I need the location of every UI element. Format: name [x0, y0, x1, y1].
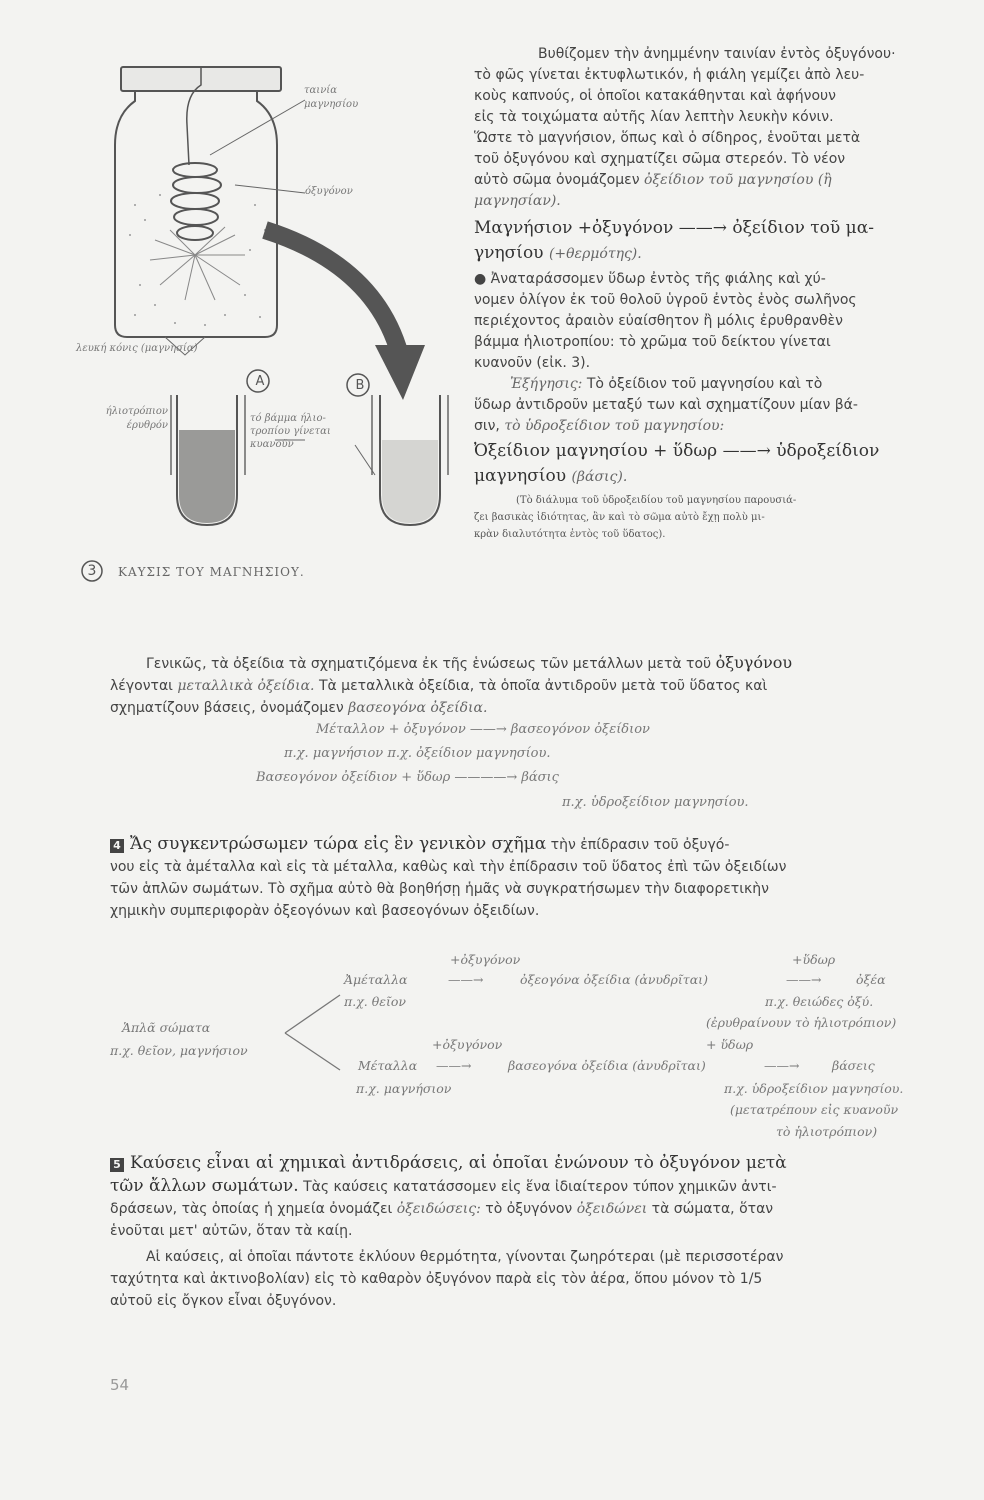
section-5-p2-line: αὐτοῦ εἰς ὄγκον εἶναι ὀξυγόνον.	[110, 1293, 337, 1309]
eq1-line2: γνησίου	[474, 243, 544, 263]
note-line: (Τὸ διάλυμα τοῦ ὑδροξειδίου τοῦ μαγνησίου παρουσιά-	[516, 495, 797, 506]
section-5-heading-2: τῶν ἄλλων σωμάτων.	[110, 1176, 299, 1196]
label-oxygen: όξυγόνον	[305, 186, 353, 197]
label-dye-line2: τροπίου γίνεται	[250, 426, 331, 437]
equation-2	[474, 439, 962, 490]
figure-caption-number: 3	[87, 563, 97, 579]
scheme-acid-oxides: ὀξεογόνα ὀξείδια (ἀνυδρῖται)	[520, 972, 708, 987]
scheme-metal-oxygen: Μέταλλον + ὀξυγόνον ——→ βασεογόνον ὀξείδιον	[316, 722, 650, 737]
figure-illustration	[75, 55, 475, 585]
scheme-oxide-example: π.χ. ὑδροξείδιον μαγνησίου.	[562, 795, 749, 810]
explanation-line: Τὸ ὀξείδιον τοῦ μαγνησίου καὶ τὸ	[586, 376, 823, 392]
scheme-acids: ὀξέα	[856, 972, 886, 987]
scheme-oxygen-bottom: +ὀξυγόνον	[432, 1037, 503, 1052]
scheme-acid-effect: (ἐρυθραίνουν τὸ ἡλιοτρόπιον)	[706, 1015, 897, 1030]
general-line2-italic: μεταλλικὰ ὀξείδια.	[177, 678, 315, 694]
scheme-sulfur-example: π.χ. θεῖον	[344, 994, 406, 1009]
scheme-base-oxides: βασεογόνα ὀξείδια (ἀνυδρῖται)	[508, 1058, 706, 1073]
section-5-line3a: δράσεων, τὰς ὁποίας ἡ χημεία ὀνομάζει	[110, 1201, 393, 1217]
p1-italic: ὀξείδιον τοῦ μαγνησίου (ἢ	[643, 172, 832, 188]
scheme-water-top: +ὕδωρ	[792, 952, 836, 967]
equation-1	[474, 216, 962, 267]
note	[474, 492, 962, 543]
test-tube-a	[177, 395, 237, 525]
label-a: A	[255, 374, 265, 389]
note-line: κρὰν διαλυτότητα ἐντὸς τοῦ ὕδατος).	[474, 529, 666, 540]
p2-line: ● Ἀναταράσσομεν ὕδωρ ἐντὸς τῆς φιάλης καὶ χύ-	[474, 271, 826, 287]
explanation-last: σιν,	[474, 418, 500, 434]
explanation-italic: τὸ ὑδροξείδιον τοῦ μαγνησίου:	[504, 418, 725, 434]
section-5-line4: ἑνοῦται μετ' αὐτῶν, ὅταν τὰ καίῃ.	[110, 1223, 353, 1239]
scheme-base-effect-1: (μετατρέπουν εἰς κυανοῦν	[730, 1102, 899, 1117]
section-5-number: 5	[110, 1158, 124, 1172]
section-5-oxidations: ὀξειδώσεις:	[396, 1201, 481, 1217]
scheme-arrow-1: ——→	[448, 972, 484, 987]
scheme-arrow-4: ——→	[764, 1058, 800, 1073]
p1-italic-2: μαγνησίαν).	[474, 193, 561, 209]
section-4-line: τῶν ἁπλῶν σωμάτων. Τὸ σχῆμα αὐτὸ θὰ βοηθήσῃ ἡμᾶς νὰ συγκρατήσωμεν τὴν διαφορετικὴν	[110, 881, 769, 897]
figure-caption: ΚΑΥΣΙΣ ΤΟΥ ΜΑΓΝΗΣΙΟΥ.	[118, 565, 305, 579]
general-line1: Γενικῶς, τὰ ὀξείδια τὰ σχηματιζόμενα ἐκ τῆς ἑνώσεως τῶν μετάλλων μετὰ τοῦ	[146, 656, 712, 672]
general-line3a: σχηματίζουν βάσεις, ὀνομάζομεν	[110, 700, 344, 716]
section-5-line3c: τὰ σώματα, ὅταν	[651, 1201, 774, 1217]
section-5-line3b: τὸ ὀξυγόνον	[485, 1201, 573, 1217]
scheme-water-bottom: + ὕδωρ	[706, 1037, 754, 1052]
scheme-oxygen-top: +ὀξυγόνον	[450, 952, 521, 967]
label-litmus-line2: έρυθρόν	[126, 420, 168, 431]
sparks	[150, 227, 245, 300]
p2-line: κυανοῦν (εἰκ. 3).	[474, 355, 591, 371]
p2-line: βάμμα ἡλιοτροπίου: τὸ χρῶμα τοῦ δείκτου γίνεται	[474, 334, 831, 350]
section-4-heading: Ἄς συγκεντρώσωμεν τώρα εἰς ἓν γενικὸν σχῆμα	[130, 834, 547, 854]
scheme-base-effect-2: τὸ ἡλιοτρόπιον)	[776, 1124, 878, 1139]
p1-line: Βυθίζομεν τὴν ἀνημμένην ταινίαν ἐντὸς ὀξυγόνου·	[538, 46, 896, 62]
eq2-line1: Ὀξείδιον μαγνησίου + ὕδωρ ——→ ὑδροξείδιον	[474, 441, 880, 461]
scheme-metal-example: π.χ. μαγνήσιον π.χ. ὀξείδιον μαγνησίου.	[284, 746, 551, 761]
transfer-arrow	[265, 230, 400, 355]
eq2-line2: μαγνησίου	[474, 466, 567, 486]
section-5-heading-1: Καύσεις εἶναι αἱ χημικαὶ ἀντιδράσεις, αἱ ὁποῖαι ἑνώνουν τὸ ὀξυγόνον μετὰ	[130, 1153, 787, 1173]
label-ribbon-line2: μαγνησίου	[304, 99, 359, 110]
general-line2b: Τὰ μεταλλικὰ ὀξείδια, τὰ ὁποῖα ἀντιδροῦν μετὰ τοῦ ὕδατος καὶ	[318, 678, 768, 694]
general-line3-italic: βασεογόνα ὀξείδια.	[348, 700, 488, 716]
section-4-line: νου εἰς τὰ ἀμέταλλα καὶ εἰς τὰ μέταλλα, καθὼς καὶ τὴν ἐπίδρασιν τοῦ ὕδατος ἐπὶ τῶν ὀξειδίων	[110, 859, 787, 875]
scheme-mg-example: π.χ. μαγνήσιον	[356, 1081, 452, 1096]
p1-line: τοῦ ὀξυγόνου καὶ σχηματίζει σῶμα στερεόν. Τὸ νέον	[474, 151, 846, 167]
section-5-line2: Τὰς καύσεις κατατάσσομεν εἰς ἕνα ἰδιαίτερον τύπον χημικῶν ἀντι-	[303, 1179, 777, 1195]
section-5	[110, 1152, 962, 1312]
test-tube-b	[380, 395, 440, 525]
label-ribbon-line1: ταινία	[304, 85, 337, 96]
scheme-oxide-water: Βασεογόνον ὀξείδιον + ὕδωρ ————→ βάσις	[256, 770, 559, 785]
p1-line: Ὥστε τὸ μαγνήσιον, ὅπως καὶ ὁ σίδηρος, ἑνοῦται μετὰ	[474, 130, 861, 146]
section-5-p2-line: Αἱ καύσεις, αἱ ὁποῖαι πάντοτε ἐκλύουν θερμότητα, γίνονται ζωηρότεραι (μὲ περισσοτέραν	[146, 1249, 784, 1265]
label-dye-becomes-blue	[250, 412, 331, 451]
section-4-line1: τὴν ἐπίδρασιν τοῦ ὀξυγό-	[550, 837, 730, 853]
scheme-nonmetals: Ἀμέταλλα	[344, 972, 408, 987]
label-dye-line1: τό βάμμα ήλιο-	[250, 413, 326, 424]
section-4-number: 4	[110, 839, 124, 853]
scheme-simple-bodies: Ἁπλᾶ σώματα	[122, 1020, 211, 1035]
general-line2a: λέγονται	[110, 678, 173, 694]
label-red-litmus	[80, 405, 168, 433]
section-5-p2-line: ταχύτητα καὶ ἀκτινοβολίαν) εἰς τὸ καθαρὸν ὀξυγόνον παρὰ εἰς τὸν ἀέρα, ὅπου μόνον τὸ 1/5	[110, 1271, 763, 1287]
p1-line: κοὺς καπνούς, οἱ ὁποῖοι κατακάθηνται καὶ ἀφήνουν	[474, 88, 836, 104]
note-line: ζει βασικὰς ἰδιότητας, ἂν καὶ τὸ σῶμα αὐτὸ ἔχῃ πολὺ μι-	[474, 512, 765, 523]
right-column	[474, 44, 962, 543]
explanation-label: Ἐξήγησις:	[510, 376, 583, 392]
p1-line: εἰς τὰ τοιχώματα αὐτῆς λίαν λεπτὴν λευκὴν κόνιν.	[474, 109, 834, 125]
general-paragraph	[110, 652, 962, 719]
scheme-arrow-2: ——→	[786, 972, 822, 987]
jar	[115, 67, 281, 337]
scheme-arrow-3: ——→	[436, 1058, 472, 1073]
p1-last: αὐτὸ σῶμα ὀνομάζομεν	[474, 172, 640, 188]
magnesium-ribbon	[171, 163, 221, 240]
eq1-line1: Μαγνήσιον +ὀξυγόνον ——→ ὀξείδιον τοῦ μα-	[474, 218, 874, 238]
p1-line: τὸ φῶς γίνεται ἐκτυφλωτικόν, ἡ φιάλη γεμίζει ἀπὸ λευ-	[474, 67, 865, 83]
scheme-acid-example: π.χ. θειώδες ὀξύ.	[765, 994, 874, 1009]
scheme-branch-lines	[280, 990, 350, 1080]
general-oxygen: ὀξυγόνου	[715, 653, 793, 672]
label-white-dust: λευκή κόνις (μαγνησία)	[76, 343, 198, 354]
explanation-line: ὕδωρ ἀντιδροῦν μεταξύ των καὶ σχηματίζουν μίαν βά-	[474, 397, 858, 413]
label-b: B	[355, 378, 365, 393]
p2-line: περιέχοντος ἀραιὸν εὐαίσθητον ἢ μόλις ἐρυθρανθὲν	[474, 313, 843, 329]
label-ribbon	[304, 84, 358, 112]
scheme-base-example: π.χ. ὑδροξείδιον μαγνησίου.	[724, 1081, 904, 1096]
paragraph-2	[474, 269, 962, 437]
paragraph-1	[474, 44, 962, 212]
label-dye-line3: κυανοῦν	[250, 439, 294, 450]
eq2-base: (βάσις).	[571, 469, 628, 485]
scheme-simple-example: π.χ. θεῖον, μαγνήσιον	[110, 1043, 248, 1058]
section-4	[110, 833, 962, 922]
section-5-oxidizes: ὀξειδώνει	[576, 1201, 648, 1217]
section-4-line: χημικὴν συμπεριφορὰν ὀξεογόνων καὶ βασεογόνων ὀξειδίων.	[110, 903, 540, 919]
label-litmus-line1: ήλιοτρόπιον	[105, 406, 168, 417]
p2-line: νομεν ὀλίγον ἐκ τοῦ θολοῦ ὑγροῦ ἐντὸς ἑνὸς σωλῆνος	[474, 292, 857, 308]
page-number: 54	[110, 1376, 130, 1394]
scheme-bases: βάσεις	[832, 1058, 875, 1073]
scheme-metals: Μέταλλα	[358, 1058, 418, 1073]
eq1-heat: (+θερμότης).	[548, 246, 642, 262]
